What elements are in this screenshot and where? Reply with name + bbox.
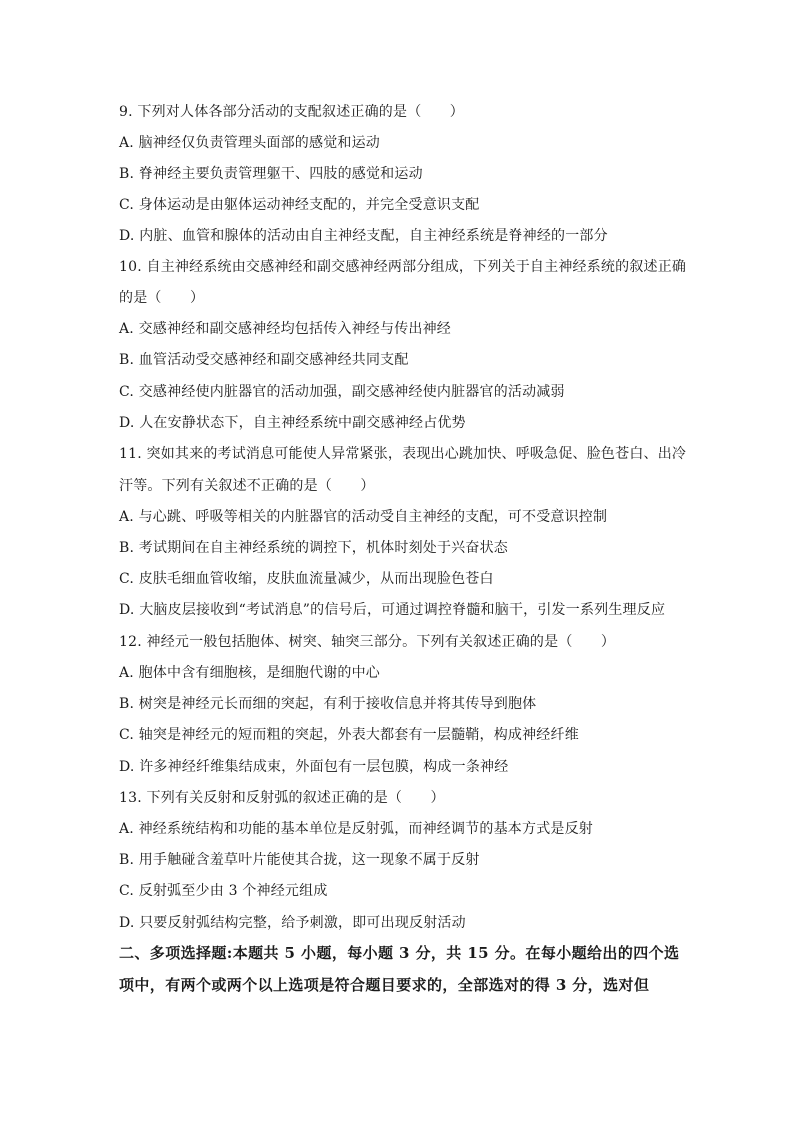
question-12-option-b: B. 树突是神经元长而细的突起，有利于接收信息并将其传导到胞体 — [119, 696, 537, 712]
section-heading-line-2: 项中，有两个或两个以上选项是符合题目要求的，全部选对的得 3 分，选对但 — [119, 976, 650, 994]
question-13-option-c: C. 反射弧至少由 3 个神经元组成 — [119, 883, 328, 899]
question-10-option-b: B. 血管活动受交感神经和副交感神经共同支配 — [119, 352, 409, 368]
question-11-option-a: A. 与心跳、呼吸等相关的内脏器官的活动受自主神经的支配，可不受意识控制 — [119, 509, 608, 525]
question-10-stem-line-2: 的是（ ） — [119, 290, 205, 306]
question-10-stem-line-1: 10. 自主神经系统由交感神经和副交感神经两部分组成，下列关于自主神经系统的叙述正确 — [119, 259, 687, 275]
question-12-stem: 12. 神经元一般包括胞体、树突、轴突三部分。下列有关叙述正确的是（ ） — [119, 634, 616, 650]
question-11-option-b: B. 考试期间在自主神经系统的调控下，机体时刻处于兴奋状态 — [119, 540, 508, 556]
question-10-option-c: C. 交感神经使内脏器官的活动加强，副交感神经使内脏器官的活动减弱 — [119, 384, 565, 400]
question-10-option-a: A. 交感神经和副交感神经均包括传入神经与传出神经 — [119, 321, 452, 337]
question-9-option-b: B. 脊神经主要负责管理躯干、四肢的感觉和运动 — [119, 166, 423, 182]
question-13-option-a: A. 神经系统结构和功能的基本单位是反射弧，而神经调节的基本方式是反射 — [119, 821, 594, 837]
question-9-option-d: D. 内脏、血管和腺体的活动由自主神经支配，自主神经系统是脊神经的一部分 — [119, 228, 608, 244]
question-13-option-d: D. 只要反射弧结构完整，给予刺激，即可出现反射活动 — [119, 915, 466, 931]
question-12-option-c: C. 轴突是神经元的短而粗的突起，外表大都套有一层髓鞘，构成神经纤维 — [119, 727, 579, 743]
question-10-option-d: D. 人在安静状态下，自主神经系统中副交感神经占优势 — [119, 415, 466, 431]
question-9-stem: 9. 下列对人体各部分活动的支配叙述正确的是（ ） — [119, 104, 465, 120]
question-13-stem: 13. 下列有关反射和反射弧的叙述正确的是（ ） — [119, 790, 445, 806]
question-9-option-c: C. 身体运动是由躯体运动神经支配的，并完全受意识支配 — [119, 197, 480, 213]
question-13-option-b: B. 用手触碰含羞草叶片能使其合拢，这一现象不属于反射 — [119, 852, 480, 868]
question-9-option-a: A. 脑神经仅负责管理头面部的感觉和运动 — [119, 135, 381, 151]
question-12-option-d: D. 许多神经纤维集结成束，外面包有一层包膜，构成一条神经 — [119, 759, 509, 775]
question-12-option-a: A. 胞体中含有细胞核，是细胞代谢的中心 — [119, 665, 381, 681]
question-11-option-d: D. 大脑皮层接收到“考试消息”的信号后，可通过调控脊髓和脑干，引发一系列生理反应 — [119, 602, 666, 618]
question-11-stem-line-2: 汗等。下列有关叙述不正确的是（ ） — [119, 478, 375, 494]
section-heading-line-1: 二、多项选择题:本题共 5 小题，每小题 3 分，共 15 分。在每小题给出的四个选 — [119, 944, 680, 962]
question-11-stem-line-1: 11. 突如其来的考试消息可能使人异常紧张，表现出心跳加快、呼吸急促、脸色苍白、出冷 — [119, 446, 687, 462]
question-11-option-c: C. 皮肤毛细血管收缩，皮肤血流量减少，从而出现脸色苍白 — [119, 571, 494, 587]
